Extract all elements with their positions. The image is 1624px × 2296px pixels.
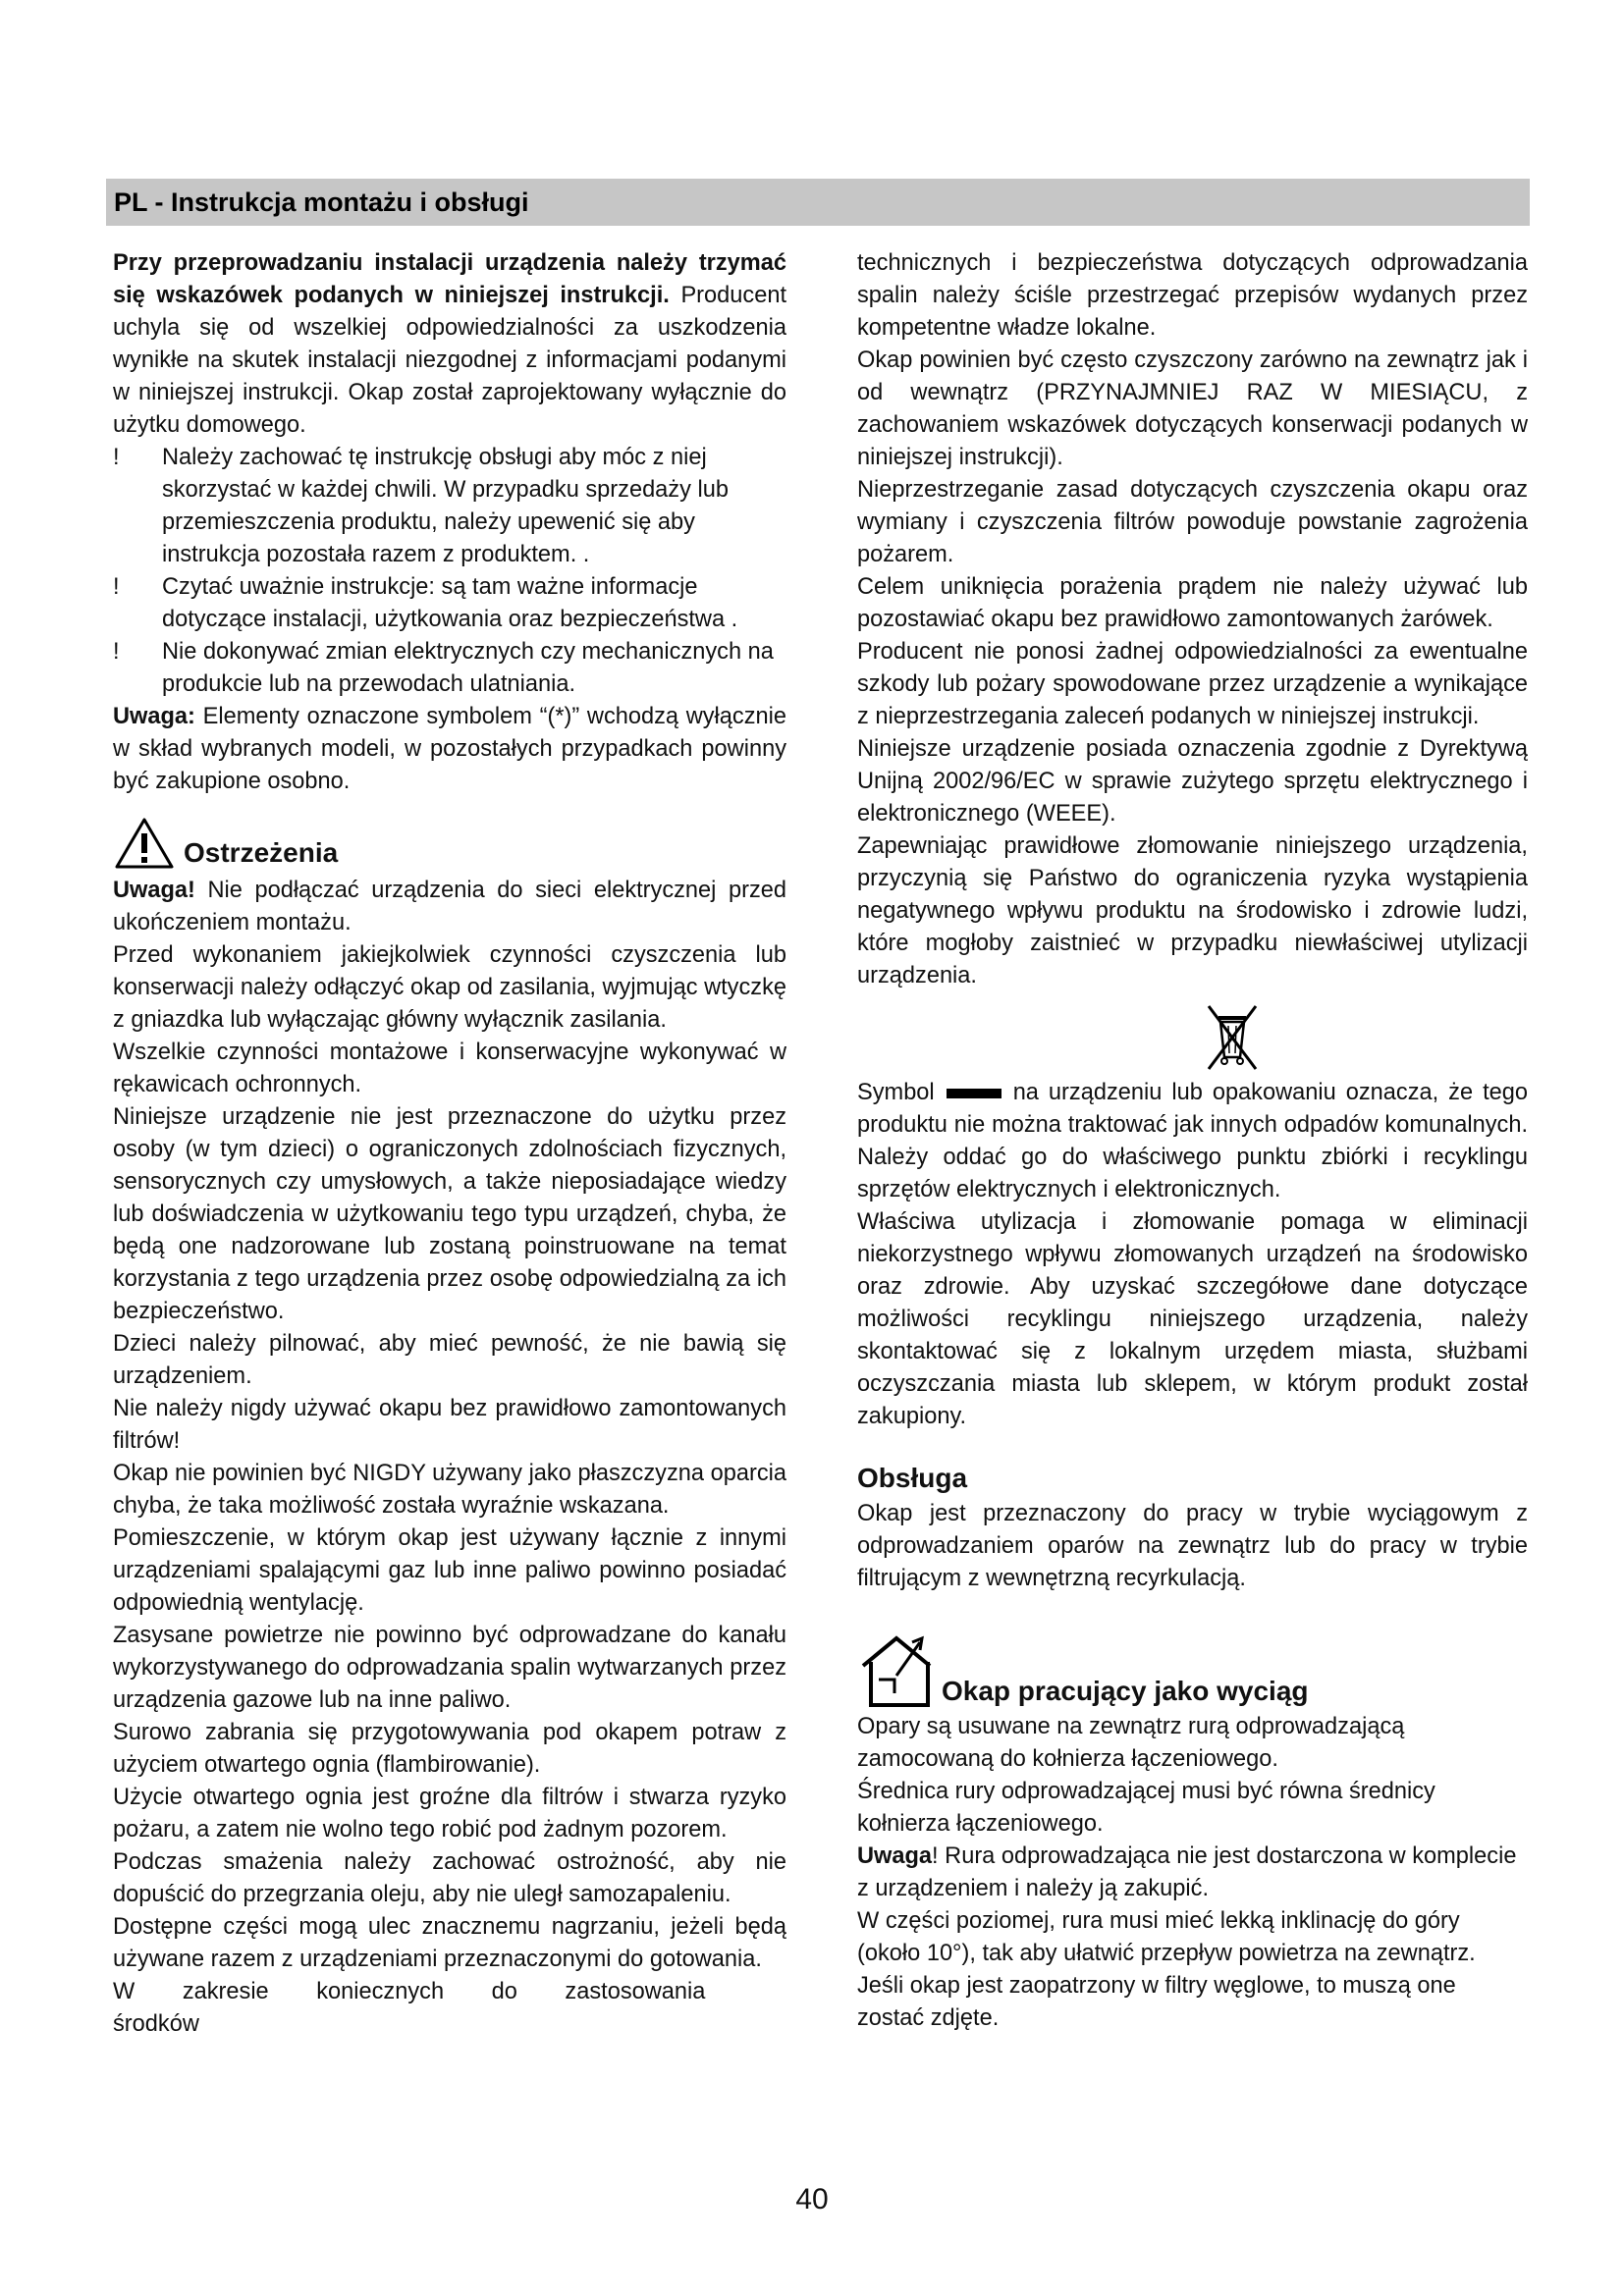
bullet-text: Nie dokonywać zmian elektrycznych czy mechanicznych na produkcie lub na przewodach ulatniania.	[162, 639, 774, 697]
left-paragraph: Dostępne części mogą ulec znacznemu nagrzaniu, jeżeli będą używane razem z urządzeniami przeznaczonymi do gotowania.	[113, 1914, 786, 1972]
bullet-item	[113, 636, 786, 701]
left-paragraph: Użycie otwartego ognia jest groźne dla filtrów i stwarza ryzyko pożaru, a zatem nie wolno tego robić pod żadnym pozorem.	[113, 1785, 786, 1842]
left-paragraph: Zasysane powietrze nie powinno być odprowadzane do kanału wykorzystywanego do odprowadzania spalin wytwarzanych przez urządzenia gazowe lub na inne paliwo.	[113, 1623, 786, 1713]
extraction-paragraph: Opary są usuwane na zewnątrz rurą odprowadzającą zamocowaną do kołnierza łączeniowego.	[857, 1714, 1405, 1772]
left-paragraph: W zakresie koniecznych do zastosowania środków	[113, 1979, 706, 2037]
weee-bar-icon	[947, 1089, 1001, 1098]
right-column	[857, 247, 1528, 2035]
section-header-bar	[106, 179, 1530, 226]
warning-text: Nie podłączać urządzenia do sieci elektrycznej przed ukończeniem montażu.	[113, 878, 786, 935]
house-duct-icon	[857, 1632, 936, 1709]
bullet-text: Czytać uważnie instrukcje: są tam ważne informacje dotyczące instalacji, użytkowania oraz bezpieczeństwa .	[162, 574, 738, 632]
extraction-note	[857, 1841, 1528, 1905]
intro-paragraph	[113, 247, 786, 442]
crossed-bin-icon	[1203, 1002, 1262, 1073]
right-paragraph: Okap powinien być często czyszczony zarówno na zewnątrz jak i od wewnątrz (PRZYNAJMNIEJ RAZ W MIESIĄCU, z zachowaniem wskazówek dotyczących konserwacji podanych w niniejszej instrukcji).	[857, 347, 1528, 470]
bullet-item	[113, 442, 786, 571]
extraction-title: Okap pracujący jako wyciąg	[942, 1676, 1309, 1706]
intro-bold: Przy przeprowadzaniu instalacji urządzenia należy trzymać się wskazówek podanych w niniejszej instrukcji.	[113, 250, 786, 308]
bullet-item	[113, 571, 786, 636]
bullet-text: Należy zachować tę instrukcję obsługi aby móc z niej skorzystać w każdej chwili. W przypadku sprzedaży lub przemieszczenia produktu, należy upewenić się aby instrukcja pozostała razem z produktem. .	[162, 445, 729, 567]
right-paragraph: Producent nie ponosi żadnej odpowiedzialności za ewentualne szkody lub pożary spowodowane przez urządzenie a wynikające z nieprzestrzegania zaleceń podanych w niniejszej instrukcji.	[857, 639, 1528, 729]
disposal-paragraph: Właściwa utylizacja i złomowanie pomaga w eliminacji niekorzystnego wpływu złomowanych urządzeń na środowisko oraz zdrowie. Aby uzyskać szczegółowe dane dotyczące możliwości recyklingu niniejszego urządzenia, należy skontaktować się z lokalnym urzędem miasta, służbami oczyszczania miasta lub sklepem, w którym produkt został zakupiony.	[857, 1209, 1528, 1429]
note-text: Elementy oznaczone symbolem “(*)” wchodzą wyłącznie w skład wybranych modeli, w pozostałych przypadkach powinny być zakupione osobno.	[113, 704, 786, 794]
warning-triangle-icon	[113, 816, 176, 871]
left-paragraph: Pomieszczenie, w którym okap jest używany łącznie z innymi urządzeniami spalającymi gaz lub inne paliwo powinno posiadać odpowiednią wentylację.	[113, 1525, 786, 1616]
left-paragraph: Przed wykonaniem jakiejkolwiek czynności czyszczenia lub konserwacji należy odłączyć okap od zasilania, wyjmując wtyczkę z gniazdka lub wyłączając główny wyłącznik zasilania.	[113, 942, 786, 1033]
warnings-heading	[113, 816, 786, 871]
left-paragraph: Okap nie powinien być NIGDY używany jako płaszczyzna oparcia chyba, że taka możliwość została wyraźnie wskazana.	[113, 1461, 786, 1519]
right-paragraph: Nieprzestrzeganie zasad dotyczących czyszczenia okapu oraz wymiany i czyszczenia filtrów powoduje powstanie zagrożenia pożarem.	[857, 477, 1528, 567]
extraction-paragraph: Jeśli okap jest zaopatrzony w filtry węglowe, to muszą one zostać zdjęte.	[857, 1973, 1456, 2031]
symbol-text: na urządzeniu lub opakowaniu oznacza, że tego produktu nie można traktować jak innych odpadów komunalnych. Należy oddać go do właściwego punktu zbiórki i recyklingu sprzętów elektrycznych i elektronicznych.	[857, 1080, 1528, 1202]
extraction-heading	[857, 1632, 1528, 1709]
extraction-paragraph: W części poziomej, rura musi mieć lekką inklinację do góry (około 10°), tak aby ułatwić przepływ powietrza na zewnątrz.	[857, 1908, 1476, 1966]
left-paragraph: Podczas smażenia należy zachować ostrożność, aby nie dopuścić do przegrzania oleju, aby nie uległ samozapaleniu.	[113, 1849, 786, 1907]
bullet-mark: !	[113, 445, 120, 470]
note-paragraph	[113, 701, 786, 798]
extraction-note-label: Uwaga	[857, 1843, 933, 1869]
left-paragraph: Wszelkie czynności montażowe i konserwacyjne wykonywać w rękawicach ochronnych.	[113, 1040, 786, 1097]
warnings-title: Ostrzeżenia	[184, 837, 339, 868]
note-label: Uwaga:	[113, 704, 195, 729]
bullet-mark: !	[113, 574, 120, 600]
page-number: 40	[795, 2183, 829, 2216]
left-paragraph: Surowo zabrania się przygotowywania pod okapem potraw z użyciem otwartego ognia (flambirowanie).	[113, 1720, 786, 1778]
intro-rest: Producent uchyla się od wszelkiej odpowiedzialności za uszkodzenia wynikłe na skutek instalacji niezgodnej z informacjami podanymi w niniejszej instrukcji. Okap został zaprojektowany wyłącznie do użytku domowego.	[113, 283, 786, 438]
left-paragraph: Niniejsze urządzenie nie jest przeznaczone do użytku przez osoby (w tym dzieci) o ograniczonych zdolnościach fizycznych, sensorycznych czy umysłowych, a także nieposiadające wiedzy lub doświadczenia w użytkowaniu tego typu urządzeń, chyba, że będą one nadzorowane lub zostaną poinstruowane na temat korzystania z tego urządzenia przez osobę odpowiedzialną za ich bezpieczeństwo.	[113, 1104, 786, 1324]
left-paragraph: Dzieci należy pilnować, aby mieć pewność, że nie bawią się urządzeniem.	[113, 1331, 786, 1389]
extraction-note-text: ! Rura odprowadzająca nie jest dostarczona w komplecie z urządzeniem i należy ją zakupić.	[857, 1843, 1517, 1901]
weee-symbol-wrap	[857, 1002, 1528, 1073]
right-paragraph: Celem uniknięcia porażenia prądem nie należy używać lub pozostawiać okapu bez prawidłowo zamontowanych żarówek.	[857, 574, 1528, 632]
symbol-paragraph	[857, 1077, 1528, 1206]
left-column	[113, 247, 786, 2041]
extraction-paragraph: Średnica rury odprowadzającej musi być równa średnicy kołnierza łączeniowego.	[857, 1779, 1435, 1837]
obsluga-title: Obsługa	[857, 1463, 968, 1493]
bullet-mark: !	[113, 639, 120, 665]
symbol-word: Symbol	[857, 1080, 935, 1105]
right-paragraph: Zapewniając prawidłowe złomowanie niniejszego urządzenia, przyczynią się Państwo do ograniczenia ryzyka wystąpienia negatywnego wpływu produktu na środowisko i zdrowie ludzi, które mogłoby zaistnieć w przypadku niewłaściwej utylizacji urządzenia.	[857, 833, 1528, 988]
warning-paragraph	[113, 875, 786, 939]
right-paragraph: technicznych i bezpieczeństwa dotyczących odprowadzania spalin należy ściśle przestrzegać przepisów wydanych przez kompetentne władze lokalne.	[857, 250, 1528, 341]
obsluga-paragraph: Okap jest przeznaczony do pracy w trybie wyciągowym z odprowadzaniem oparów na zewnątrz lub do pracy w trybie filtrującym z wewnętrzną recyrkulacją.	[857, 1501, 1528, 1591]
page-title: PL - Instrukcja montażu i obsługi	[114, 187, 529, 217]
left-paragraph: Nie należy nigdy używać okapu bez prawidłowo zamontowanych filtrów!	[113, 1396, 786, 1454]
right-paragraph: Niniejsze urządzenie posiada oznaczenia zgodnie z Dyrektywą Unijną 2002/96/EC w sprawie zużytego sprzętu elektrycznego i elektronicznego (WEEE).	[857, 736, 1528, 827]
warning-label: Uwaga!	[113, 878, 195, 903]
